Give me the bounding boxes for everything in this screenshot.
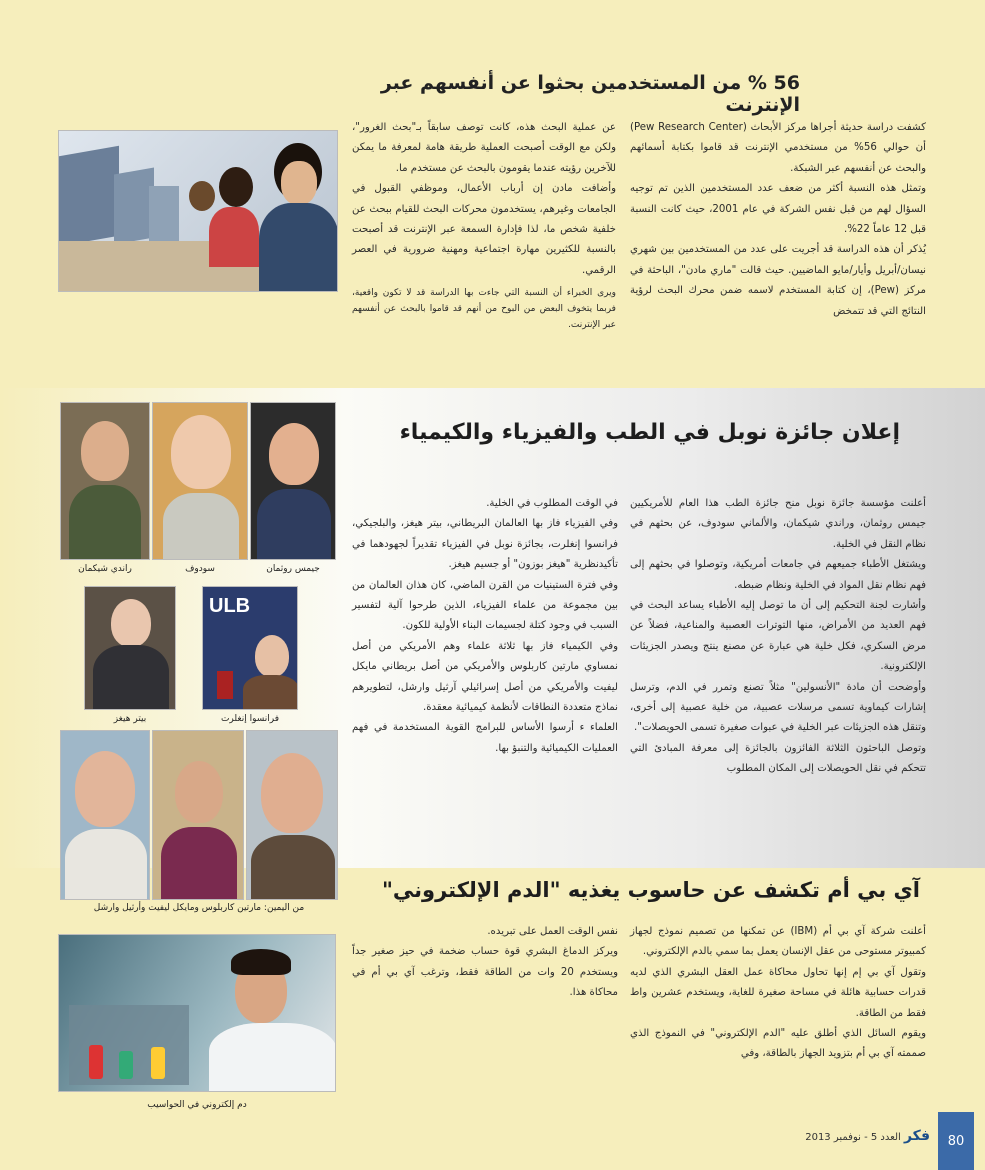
higgs-photo — [84, 586, 176, 710]
paragraph: وتقول آي بي إم إنها تحاول محاكاة عمل العقل البشري الذي لديه قدرات حسابية هائلة في مساحة صغيرة للغاية، ويستخدم عشرين واط فقط من الطاقة. — [630, 966, 926, 1019]
paragraph: يُذكر أن هذه الدراسة قد أجريت على عدد من المستخدمين بين شهري نيسان/أبريل وأيار/مايو الماضيين. حيث قالت "ماري مادن"، الباحثة في مركز (Pew)، إن كتابة المستخدم لاسمه ضمن محرك البحث لرؤية النتائج التي قد تتمخض — [630, 244, 926, 317]
paragraph: وأشارت لجنة التحكيم إلى أن ما توصل إليه الأطباء يساعد البحث في فهم العديد من الأمراض، منها التوترات العصبية والمناعية، فضلاً عن مرض السكري، فكل خلية هي عبارة عن مصنع ينتج ويصدر الجزيئات الإلكترونية. — [630, 600, 926, 673]
ulb-sign: ULB — [209, 595, 251, 617]
paragraph: في الوقت المطلوب في الخلية. — [486, 498, 618, 509]
note-paragraph: ويرى الخبراء أن النسبة التي جاءت بها الدراسة قد لا تكون واقعية، فربما يتخوف البعض من البوح من أنهم قد قاموا بالبحث عن أنفسهم عبر الإنترنت. — [352, 288, 616, 331]
paragraph: ويركز الدماغ البشري قوة حساب ضخمة في حيز صغير جداً ويستخدم 20 وات من الطاقة فقط، وترغب آي بي أم في محاكاة هذا. — [352, 946, 619, 999]
article2-left-column — [352, 494, 618, 759]
paragraph: وفي فترة الستينيات من القرن الماضي، كان هذان العالمان من بين مجموعة من علماء الفيزياء، الذين طرحوا آلية لتفسير السبب في وجود كتلة لجسيمات البناء الأولية للكون. — [352, 579, 618, 632]
rothman-photo — [250, 402, 336, 560]
paragraph: كشفت دراسة حديثة أجراها مركز الأبحاث (Pew Research Center) أن حوالي 56% من مستخدمي الإنترنت قد قاموا بكتابة أسمائهم والبحث عن أنفسهم عبر الشبكة. — [630, 122, 926, 174]
paragraph: وتمثل هذه النسبة أكثر من ضعف عدد المستخدمين الذين تم توجيه السؤال لهم من قبل نفس الشركة في عام 2001، حيث كانت النسبة قبل 12 عاماً 22%. — [630, 183, 926, 236]
paragraph: عن عملية البحث هذه، كانت توصف سابقاً بـ"بحث الغرور"، ولكن مع الوقت أصبحت العملية طريقة هامة لمعرفة ما يمكن للآخرين رؤيته عندما يقومون بالبحث عن مستخدم ما. — [352, 122, 616, 174]
paragraph: وفي الكيمياء فاز بها ثلاثة علماء وهم الأمريكي من أصل نمساوي مارتين كاربلوس والأمريكي من أصل بريطاني مايكل ليفيت والأمريكي من أصل إسرائيلي آرثيل وارشل، لتطويرهم نماذج متعددة النطاقات لأنظمة كيميائية معقدة. — [352, 640, 618, 714]
magazine-brand: فكر — [903, 1128, 930, 1144]
paragraph: وفي الفيزياء فاز بها العالمان البريطاني، بيتر هيغز، والبلجيكي، فرانسوا إنغلرت، بجائزة نوبل في الفيزياء تقديراً لجهودهما في تأكيدنظرية "هيغز بوزون" أو جسيم هيغز. — [352, 518, 618, 571]
article2-title: إعلان جائزة نوبل في الطب والفيزياء والكيمياء — [399, 420, 900, 445]
sudhof-caption: سودوف — [185, 564, 215, 574]
electronic-blood-caption: دم إلكتروني في الحواسيب — [147, 1100, 247, 1110]
englert-photo — [202, 586, 298, 710]
higgs-caption: بيتر هيغز — [113, 714, 147, 724]
article1-left-column — [352, 118, 616, 333]
paragraph: وتوصل الباحثون الثلاثة الفائزون بالجائزة إلى معرفة المبادئ التي تتحكم في نقل الحويصلات إلى المكان المطلوب — [630, 742, 926, 775]
article2-right-column — [630, 494, 926, 780]
paragraph: وأضافت مادن إن أرباب الأعمال، وموظفي القبول في الجامعات وغيرهم، يستخدمون محركات البحث للقيام ببحث عن خلفية شخص ما، لذا فإدارة السمعة عبر الإنترنت قد أصبحت بالنسبة للكثيرين مهارة اجتماعية ومهنية ضرورية في العصر الرقمي. — [352, 183, 616, 276]
page-number: 80 — [938, 1112, 974, 1170]
paragraph: أعلنت مؤسسة جائزة نوبل منح جائزة الطب هذا العام للأمريكيين جيمس روثمان، وراندي شيكمان، والألماني سودوف، عن بحثهم في نظام النقل في الخلية. — [630, 498, 926, 550]
paragraph: ويقوم السائل الذي أطلق عليه "الدم الإلكتروني" في النموذج الذي صممته آي بي أم بتزويد الجهاز بالطاقة، وفي — [630, 1028, 926, 1060]
paragraph: نفس الوقت العمل على تبريده. — [487, 926, 618, 937]
article3-title: آي بي أم تكشف عن حاسوب يغذيه "الدم الإلكتروني" — [381, 878, 920, 902]
englert-caption: فرانسوا إنغلرت — [220, 714, 280, 724]
electronic-blood-photo — [58, 934, 336, 1092]
paragraph: ويشتغل الأطباء جميعهم في جامعات أمريكية، وتوصلوا في بحثهم إلى فهم نظام نقل المواد في الخلية ونظام ضبطه. — [630, 559, 926, 591]
article3-left-column — [352, 922, 618, 1004]
schekman-caption: راندي شيكمان — [78, 564, 132, 574]
article1-title: 56 % من المستخدمين بحثوا عن أنفسهم عبر الإنترنت — [380, 72, 800, 116]
karplus-photo — [246, 730, 338, 900]
chemistry-caption: من اليمين: مارتين كاربلوس ومايكل ليفيت وأرثيل وارشل — [93, 903, 305, 913]
issue-info: العدد 5 - نوفمبر 2013 — [805, 1132, 901, 1143]
sudhof-photo — [152, 402, 248, 560]
footer — [760, 1128, 930, 1144]
rothman-caption: جيمس روثمان — [266, 564, 320, 574]
paragraph: العلماء ء أرسوا الأساس للبرامج القوية المستخدمة في فهم العمليات الكيميائية والتنبؤ بها. — [352, 722, 618, 754]
article3-right-column — [630, 922, 926, 1065]
students-computers-photo — [58, 130, 338, 292]
warshel-photo — [60, 730, 150, 900]
schekman-photo — [60, 402, 150, 560]
paragraph: أعلنت شركة آي بي أم (IBM) عن تمكنها من تصميم نموذج لجهاز كمبيوتر مستوحى من عقل الإنسان يعمل بما سمي بالدم الإلكتروني. — [630, 926, 927, 958]
paragraph: وأوضحت أن مادة "الأنسولين" مثلاً تصنع وتمرر في الدم، وترسل إشارات كيماوية تسمى مرسلات عصبية، من خلية عصبية إلى أخرى، وتنقل هذه الجزيئات عبر الخلية في عبوات صغيرة تسمى الحويصلات". — [630, 681, 926, 734]
article1-right-column — [630, 118, 926, 322]
levitt-photo — [152, 730, 244, 900]
